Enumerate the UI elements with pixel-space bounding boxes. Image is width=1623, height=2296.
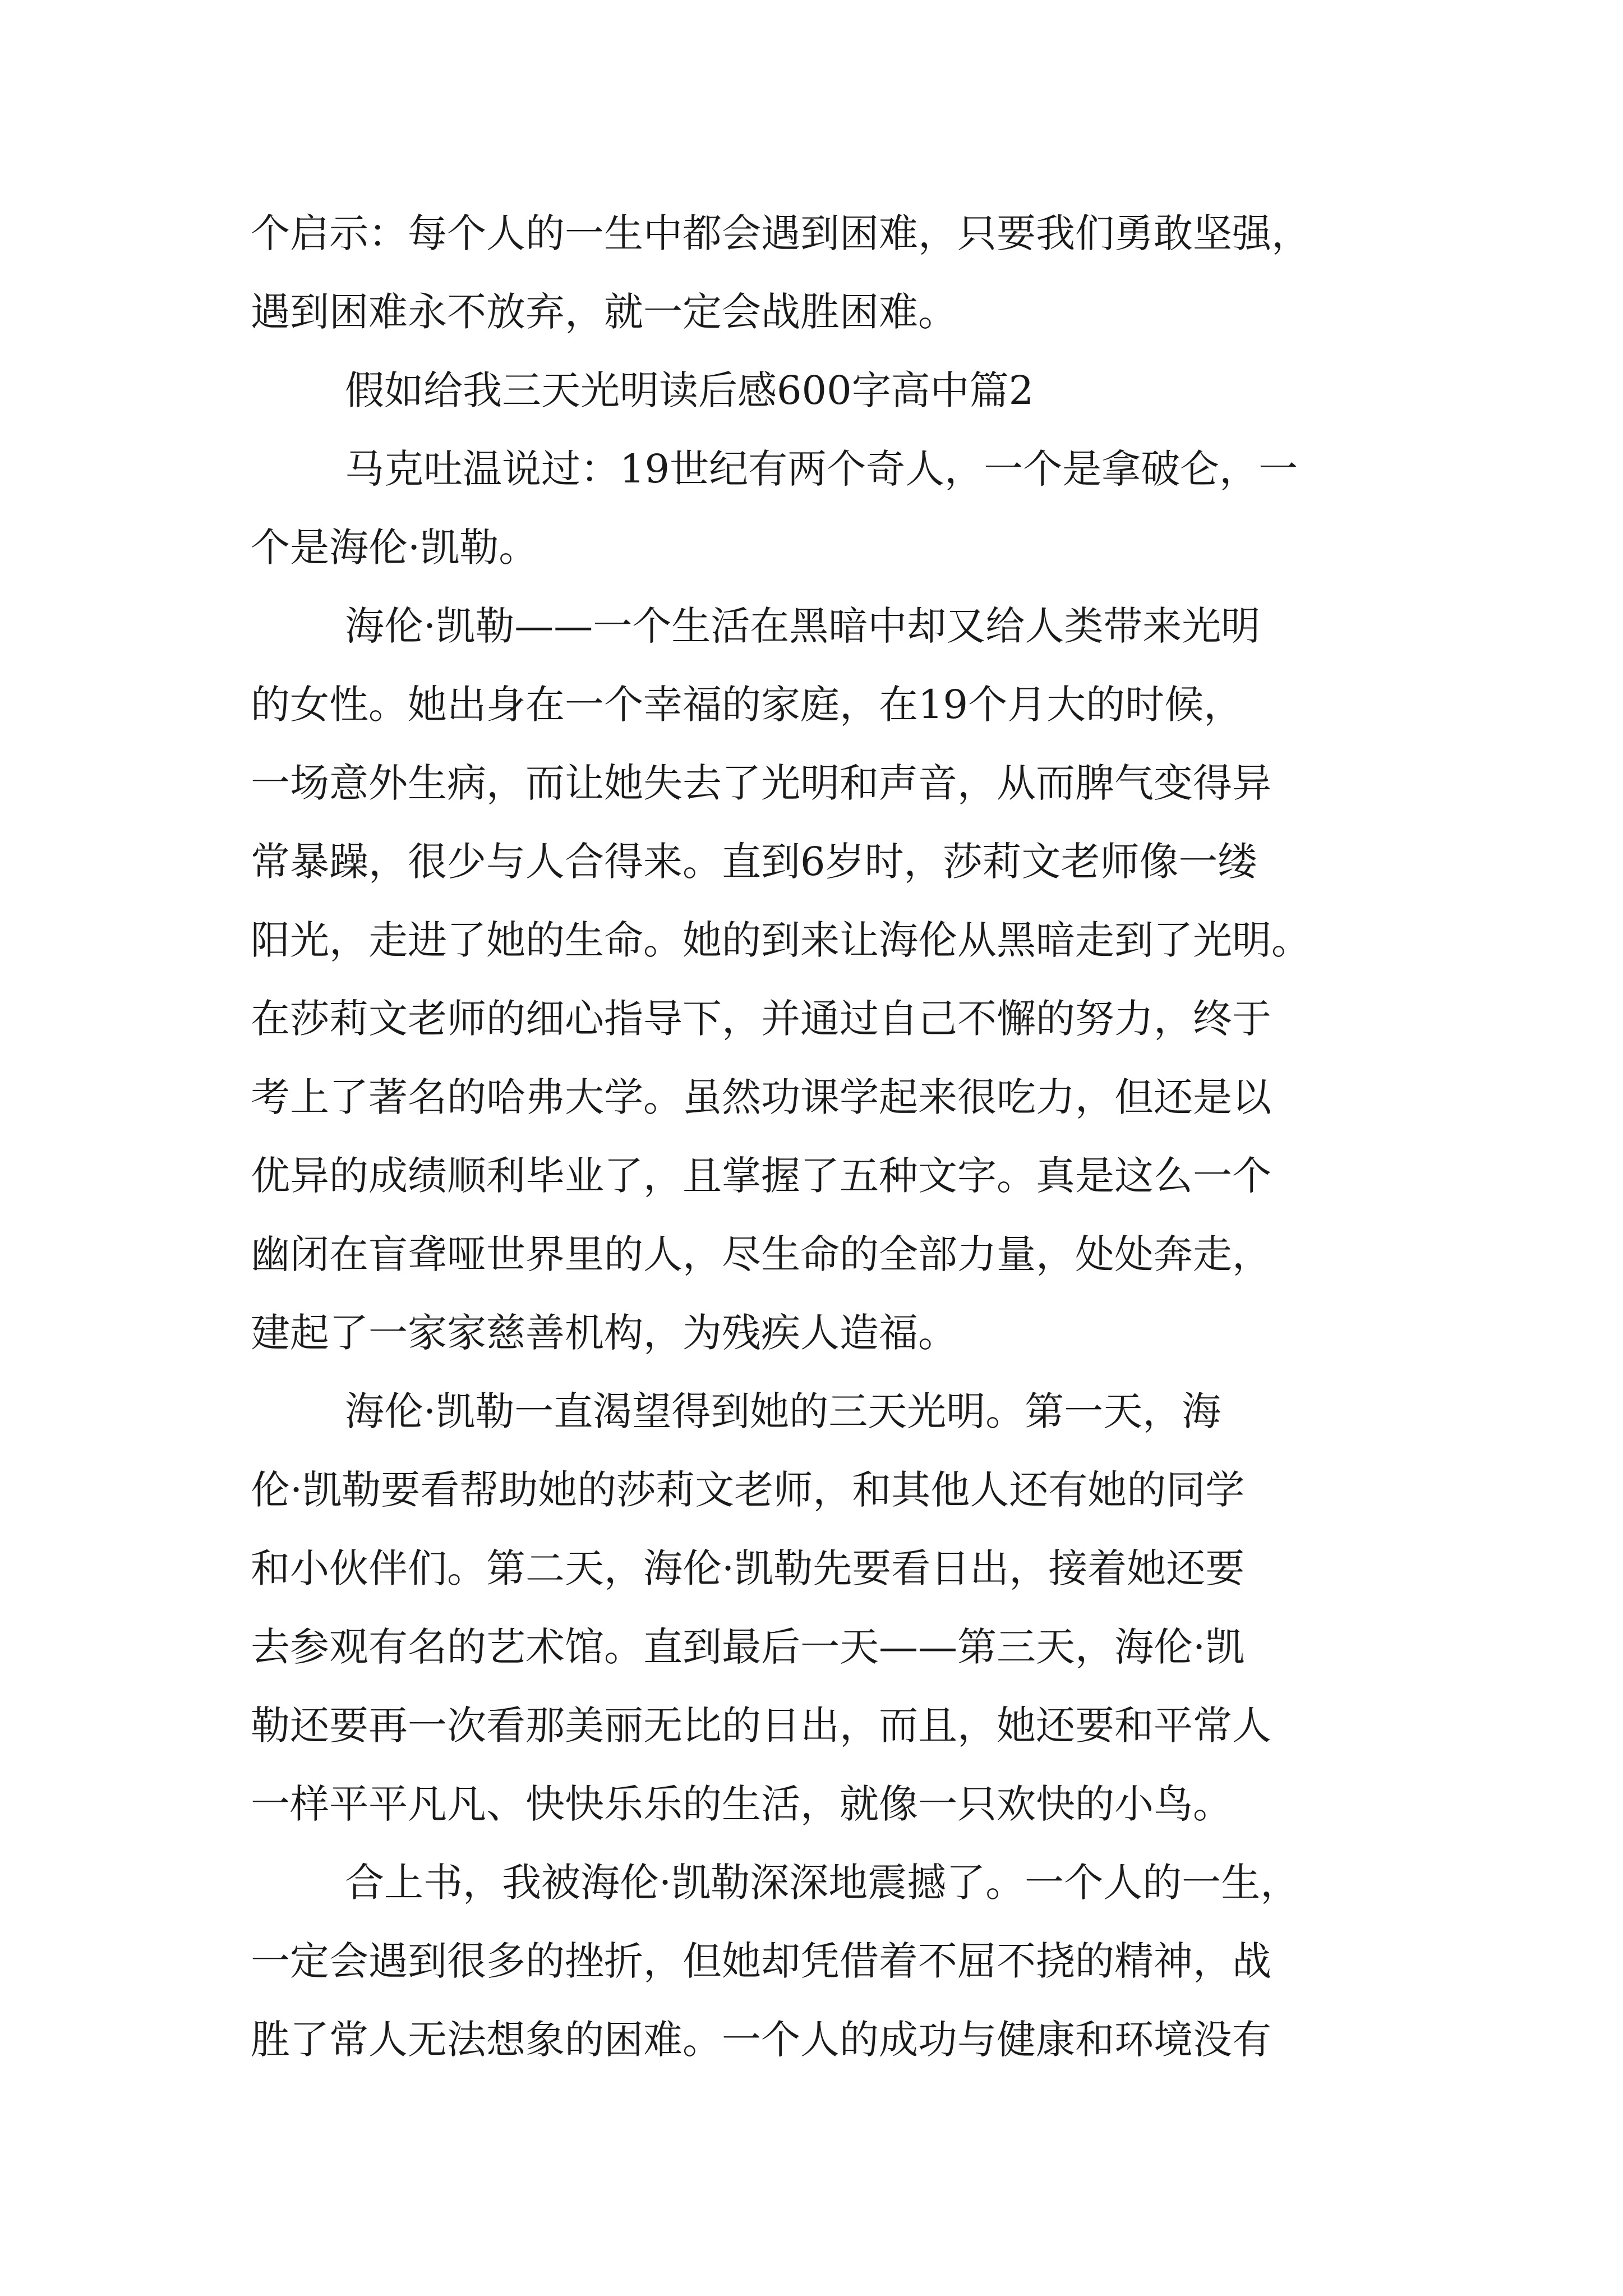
text-line: 幽闭在盲聋哑世界里的人，尽生命的全部力量，处处奔走， <box>251 1231 1271 1277</box>
text-line: 在莎莉文老师的细心指导下，并通过自己不懈的努力，终于 <box>251 996 1271 1042</box>
text-line: 个是海伦·凯勒。 <box>251 524 538 570</box>
text-line: 的女性。她出身在一个幸福的家庭，在19个月大的时候， <box>251 682 1243 728</box>
section-heading: 假如给我三天光明读后感600字高中篇2 <box>345 367 1034 413</box>
text-line: 优异的成绩顺利毕业了，且掌握了五种文字。真是这么一个 <box>251 1153 1271 1199</box>
text-line: 勒还要再一次看那美丽无比的日出，而且，她还要和平常人 <box>251 1703 1271 1749</box>
text-line: 一样平平凡凡、快快乐乐的生活，就像一只欢快的小鸟。 <box>251 1781 1232 1827</box>
text-line: 海伦·凯勒——一个生活在黑暗中却又给人类带来光明 <box>345 603 1261 649</box>
text-line: 海伦·凯勒一直渴望得到她的三天光明。第一天，海 <box>345 1388 1221 1434</box>
text-line: 合上书，我被海伦·凯勒深深地震撼了。一个人的一生， <box>345 1860 1300 1906</box>
text-line: 建起了一家家慈善机构，为残疾人造福。 <box>251 1310 957 1356</box>
text-line: 胜了常人无法想象的困难。一个人的成功与健康和环境没有 <box>251 2017 1271 2063</box>
body-text <box>251 194 1395 2079</box>
text-line: 常暴躁，很少与人合得来。直到6岁时，莎莉文老师像一缕 <box>251 839 1257 885</box>
text-line: 个启示：每个人的一生中都会遇到困难，只要我们勇敢坚强， <box>251 210 1311 256</box>
text-line: 阳光，走进了她的生命。她的到来让海伦从黑暗走到了光明。 <box>251 917 1311 963</box>
text-line: 伦·凯勒要看帮助她的莎莉文老师，和其他人还有她的同学 <box>251 1467 1245 1513</box>
text-line: 马克吐温说过：19世纪有两个奇人，一个是拿破仑，一 <box>345 446 1298 492</box>
text-line: 一定会遇到很多的挫折，但她却凭借着不屈不挠的精神，战 <box>251 1938 1271 1984</box>
text-line: 考上了著名的哈弗大学。虽然功课学起来很吃力，但还是以 <box>251 1074 1271 1120</box>
text-line: 一场意外生病，而让她失去了光明和声音，从而脾气变得异 <box>251 760 1271 806</box>
text-line: 遇到困难永不放弃，就一定会战胜困难。 <box>251 289 957 335</box>
text-line: 去参观有名的艺术馆。直到最后一天——第三天，海伦·凯 <box>251 1624 1245 1670</box>
text-line: 和小伙伴们。第二天，海伦·凯勒先要看日出，接着她还要 <box>251 1545 1245 1591</box>
